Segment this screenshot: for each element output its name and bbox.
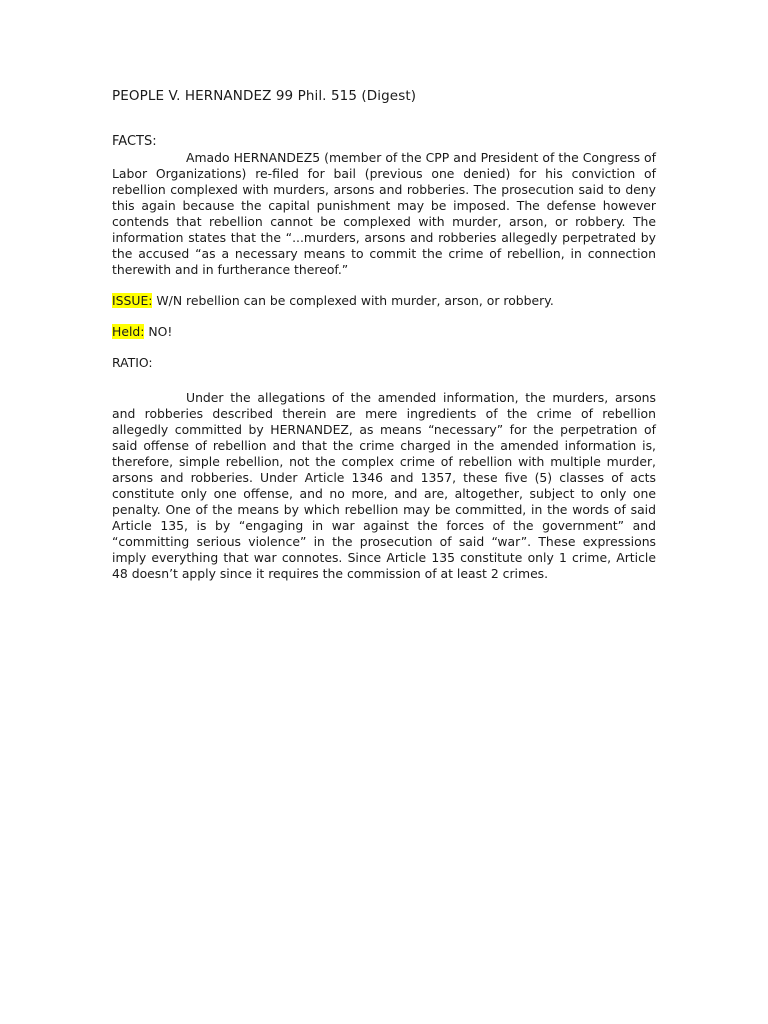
issue-label: ISSUE: [112, 293, 153, 308]
ratio-paragraph: Under the allegations of the amended information, the murders, arsons and robberies described therein are mere ingredients of the crime of rebellion allegedly committed by HERNANDEZ, as means “necessary” for the perpetration of said offense of rebellion and that the crime charged in the amended information is, therefore, simple rebellion, not the complex crime of rebellion with multiple murder, arsons and robberies. Under Article 1346 and 1357, these five (5) classes of acts constitute only one offense, and no more, and are, altogether, subject to only one penalty. One of the means by which rebellion may be committed, in the words of said Article 135, is by “engaging in war against the forces of the government” and “committing serious violence” in the prosecution of said “war”. These expressions imply everything that war connotes. Since Article 135 constitute only 1 crime, Article 48 doesn’t apply since it requires the commission of at least 2 crimes. [112, 390, 656, 581]
issue-text: W/N rebellion can be complexed with murder, arson, or robbery. [152, 293, 554, 308]
document-title: PEOPLE V. HERNANDEZ 99 Phil. 515 (Digest) [112, 88, 417, 104]
ratio-label: RATIO: [112, 355, 153, 370]
held-text: NO! [144, 324, 173, 339]
held-line [112, 324, 656, 340]
issue-line [112, 293, 656, 309]
facts-paragraph: Amado HERNANDEZ5 (member of the CPP and President of the Congress of Labor Organizations) re-filed for bail (previous one denied) for his conviction of rebellion complexed with murders, arsons and robberies. The prosecution said to deny this again because the capital punishment may be imposed. The defense however contends that rebellion cannot be complexed with murder, arson, or robbery. The information states that the “...murders, arsons and robberies allegedly perpetrated by the accused “as a necessary means to commit the crime of rebellion, in connection therewith and in furtherance thereof.” [112, 150, 656, 277]
facts-label: FACTS: [112, 134, 157, 149]
held-label: Held: [112, 324, 145, 339]
